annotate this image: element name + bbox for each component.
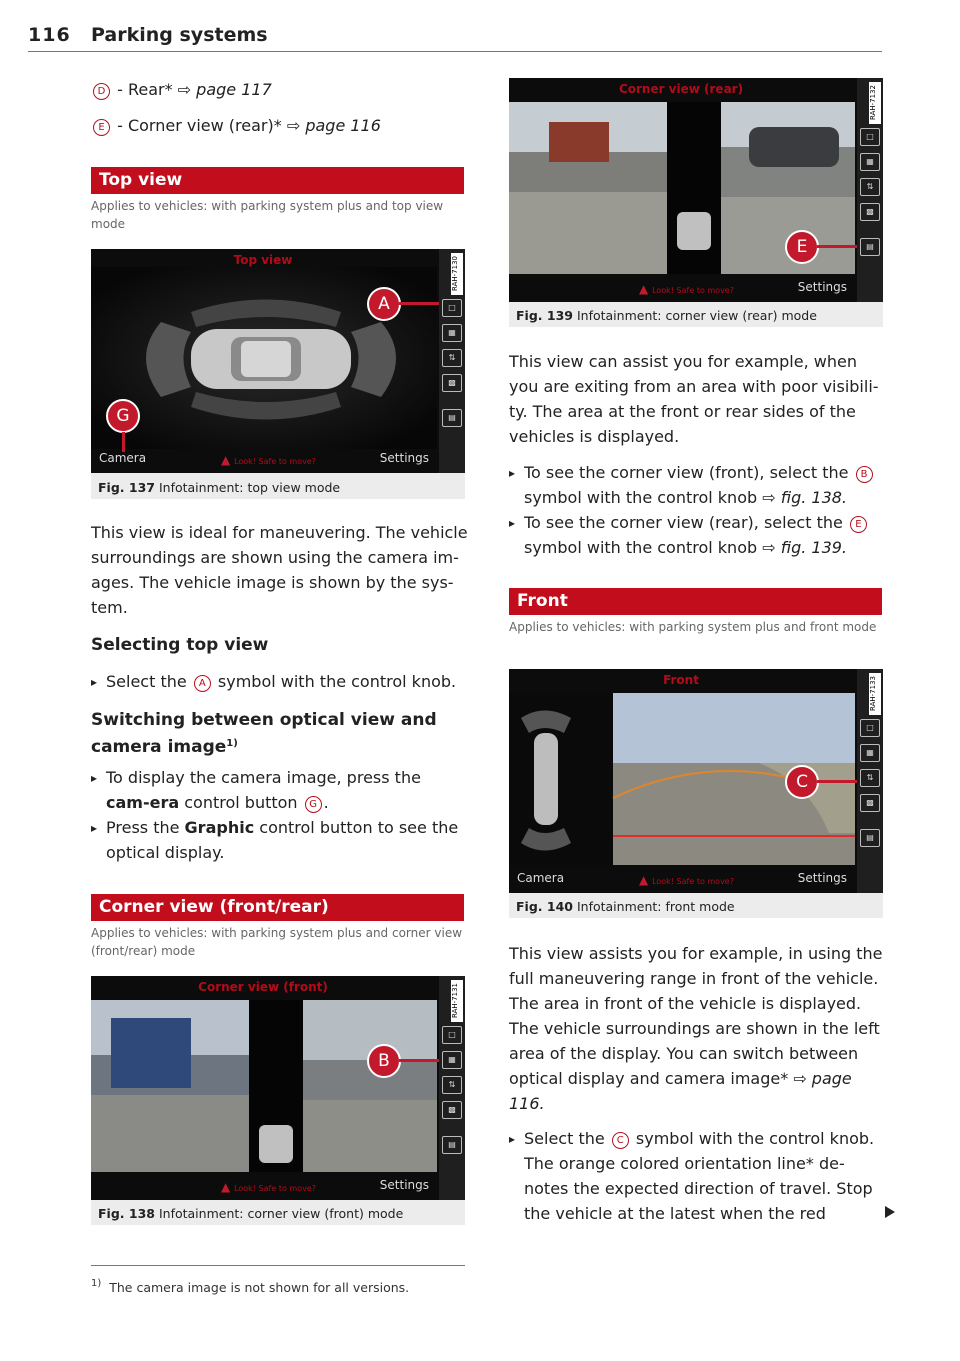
side-icon-5: ▤ [860,238,880,256]
car-top-icon [259,1125,293,1163]
figure-caption: Fig. 140 Infotainment: front mode [516,899,735,914]
letter-b-badge: B [856,466,873,483]
camera-label: Camera [99,451,147,465]
marker-b-line [399,1059,439,1062]
figure-140 [509,669,883,918]
screen-bottom-bar [99,1178,429,1196]
side-icon-1: □ [860,128,880,146]
marker-c: C [785,765,819,799]
marker-g-line [122,432,125,452]
selecting-top-view-heading: Selecting top view [91,635,269,655]
corner-rear-screen [509,78,883,302]
front-applies: Applies to vehicles: with parking system plus and front mode [509,620,877,634]
intro-item-text: - Rear* [117,80,173,99]
corner-view-paragraph: This view can assist you for example, when you are exiting from an area with poor visibili-ty. The area at the front or rear sides of the vehicles is displayed. [509,352,879,446]
header-rule [28,51,882,52]
warning-triangle-icon: ▲ Look! Safe to move? [639,282,734,296]
front-paragraph: This view assists you for example, in using the full maneuvering range in front of the vehicle. The area in front of the vehicle is displayed. The vehicle surroundings are shown in the left area of the display. You can switch between optical display and camera image* ⇨ page 116. [509,944,883,1113]
side-icon-1: □ [442,299,462,317]
marker-e-line [817,245,857,248]
front-heading: Front [509,588,882,615]
figure-137 [91,249,465,499]
top-view-screen [91,249,465,473]
screen-bottom-bar [99,451,429,469]
footnote-rule [91,1265,465,1266]
letter-a-badge: A [194,675,211,692]
screen-sidebar [439,976,465,1200]
rah-code: RAH-7130 [451,253,463,295]
letter-g-badge: G [305,796,322,813]
corner-front-screen [91,976,465,1200]
figure-138 [91,976,465,1225]
section-title: Parking systems [91,24,268,46]
bullet-corner-rear: ▸ To see the corner view (rear), select the E symbol with the control knob ⇨ fig. 139. [509,510,898,560]
screen-title: Corner view (rear) [618,82,744,96]
top-view-heading: Top view [91,167,464,194]
side-icon-2: ▦ [860,744,880,762]
letter-e-badge: E [850,516,867,533]
side-icon-4: ▩ [442,374,462,392]
warning-triangle-icon: ▲ Look! Safe to move? [639,873,734,887]
letter-e-badge: E [93,119,110,136]
corner-front-graphic [91,1000,437,1172]
screen-title: Front [663,673,699,687]
screen-sidebar [857,669,883,893]
marker-g: G [106,399,140,433]
side-icon-3: ⇅ [860,178,880,196]
marker-a: A [367,287,401,321]
side-icon-2: ▦ [442,1051,462,1069]
letter-d-badge: D [93,83,110,100]
letter-c-badge: C [612,1132,629,1149]
side-icon-5: ▤ [442,1136,462,1154]
side-icon-4: ▩ [860,794,880,812]
top-view-paragraph: This view is ideal for maneuvering. The vehicle surroundings are shown using the camera im-ages. The vehicle image is shown by the sys-tem. [91,523,468,617]
bullet-camera-image: ▸ To display the camera image, press the cam-era control button G . [91,765,466,815]
side-icon-3: ⇅ [442,349,462,367]
side-icon-3: ⇅ [860,769,880,787]
side-icon-4: ▩ [860,203,880,221]
intro-item-e [91,113,381,138]
side-icon-2: ▦ [442,324,462,342]
settings-label: Settings [797,871,847,885]
warning-triangle-icon: ▲ Look! Safe to move? [221,453,316,467]
intro-item-text: - Corner view (rear)* [117,116,282,135]
top-view-applies: Applies to vehicles: with parking system plus and top view mode [91,199,444,231]
side-icon-3: ⇅ [442,1076,462,1094]
corner-view-applies: Applies to vehicles: with parking system plus and corner view (front/rear) mode [91,926,463,958]
front-screen [509,669,883,893]
side-icon-5: ▤ [442,409,462,427]
settings-label: Settings [379,451,429,465]
marker-a-line [399,302,439,305]
car-top-icon [534,733,558,825]
next-page-arrow-icon [885,1206,895,1218]
marker-b: B [367,1044,401,1078]
figure-caption: Fig. 138 Infotainment: corner view (front) mode [98,1206,404,1221]
screen-bottom-bar [517,871,847,889]
page-reference: ⇨ page 117 [177,80,272,99]
side-icon-4: ▩ [442,1101,462,1119]
page-reference: ⇨ page 116 [286,116,381,135]
bullet-graphic-button: ▸ Press the Graphic control button to see the optical display. [91,815,466,865]
screen-title: Corner view (front) [198,980,328,994]
bullet-corner-front: ▸ To see the corner view (front), select the B symbol with the control knob ⇨ fig. 138. [509,460,898,510]
figure-139 [509,78,883,327]
side-icon-1: □ [442,1026,462,1044]
warning-triangle-icon: ▲ Look! Safe to move? [221,1180,316,1194]
footnote: $^{1)}$ The camera image is not shown for all versions. [91,1278,410,1295]
rah-code: RAH-7131 [451,980,463,1022]
figure-caption: Fig. 137 Infotainment: top view mode [98,480,341,495]
rah-code: RAH-7132 [869,82,881,124]
side-icon-5: ▤ [860,829,880,847]
settings-label: Settings [797,280,847,294]
page-number: 116 [28,24,71,46]
bullet-select-a: ▸ Select the A symbol with the control knob. [91,669,480,694]
side-icon-2: ▦ [860,153,880,171]
side-icon-1: □ [860,719,880,737]
figure-reference: ⇨ fig. 138. [762,488,848,507]
screen-title: Top view [233,253,293,267]
screen-bottom-bar [517,280,847,298]
marker-c-line [817,780,857,783]
marker-e: E [785,230,819,264]
intro-item-d [91,77,272,102]
switching-heading: Switching between optical view and camera image$^{1)}$ [91,710,437,757]
settings-label: Settings [379,1178,429,1192]
screen-sidebar [439,249,465,473]
corner-view-heading: Corner view (front/rear) [91,894,464,921]
figure-caption: Fig. 139 Infotainment: corner view (rear) mode [516,308,817,323]
bullet-select-c: ▸ Select the C symbol with the control knob. The orange colored orientation line* de-notes the expected direction of travel. Stop the vehicle at the latest when the red [509,1126,886,1226]
figure-reference: ⇨ fig. 139. [762,538,848,557]
car-top-icon [677,212,711,250]
screen-sidebar [857,78,883,302]
page-reference: ⇨ page 116. [509,1069,852,1113]
rah-code: RAH-7133 [869,673,881,715]
camera-label: Camera [517,871,565,885]
